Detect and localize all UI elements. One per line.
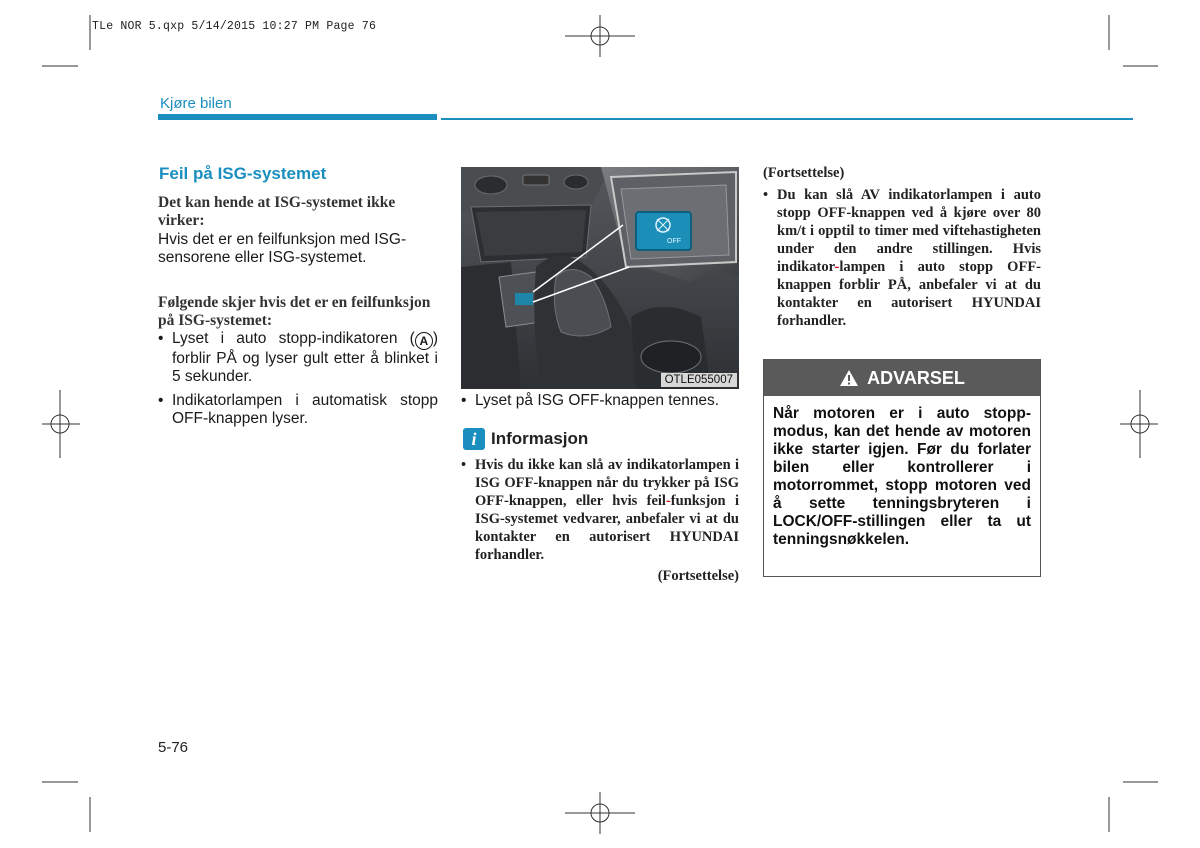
subheading-consequences: Følgende skjer hvis det er en feilfunksjon på ISG-systemet: — [158, 294, 431, 329]
section-rule-line — [441, 118, 1133, 120]
subheading-conditions: Det kan hende at ISG-systemet ikke virker: — [158, 194, 396, 229]
info-text-cont: funksjon i ISG-systemet vedvarer, anbefaler vi at du kontakter en autorisert HYUNDAI forhandler. — [475, 493, 739, 563]
bullet-text: Du kan slå AV indikatorlampen i auto stopp OFF-knappen ved å kjøre over 80 km/t i opptil to timer med viftehastigheten under den andre stillingen. Hvis indikator — [777, 187, 1041, 275]
hyphen: - — [665, 493, 671, 509]
list-item: • Indikatorlampen i automatisk stopp OFF-knappen lyser. — [158, 392, 438, 427]
off-button-label: OFF — [667, 238, 681, 245]
right-column — [763, 164, 1041, 330]
section-heading: Feil på ISG-systemet — [159, 164, 327, 183]
auto-stop-indicator-icon: A — [415, 332, 433, 350]
figure-caption: • Lyset på ISG OFF-knappen tennes. — [461, 392, 739, 410]
list-item: • Lyset i auto stopp-indikatoren ( A ) forblir PÅ og lyser gult etter å blinket i 5 sekunder. — [158, 330, 438, 385]
warning-title: ADVARSEL — [867, 367, 965, 388]
console-photo — [461, 167, 739, 389]
continued-note: (Fortsettelse) — [657, 568, 739, 584]
hyphen: - — [834, 259, 840, 275]
list-item: • Hvis du ikke kan slå av indikatorlampen i ISG OFF-knappen når du trykker på ISG OFF-knappen, eller hvis feil-funksjon i ISG-systemet vedvarer, anbefaler vi at du kontakter en autorisert HYUNDAI forhandler. — [461, 457, 739, 563]
center-console-illustration — [461, 167, 739, 389]
warning-header — [764, 360, 1040, 396]
info-text: Hvis du ikke kan slå av indikatorlampen i ISG OFF-knappen når du trykker på ISG OFF-knappen, eller hvis feil — [475, 457, 739, 509]
middle-column — [461, 392, 739, 585]
bullet-text-cont: lampen i auto stopp OFF-knappen forblir PÅ, anbefaler vi at du kontakter en autorisert HYUNDAI forhandler. — [777, 259, 1041, 329]
caption-text: Lyset på ISG OFF-knappen tennes. — [475, 392, 720, 409]
section-rule-bar — [158, 114, 437, 120]
info-icon: i — [463, 428, 485, 450]
bullet-text: Indikatorlampen i automatisk stopp OFF-knappen lyser. — [172, 392, 438, 427]
warning-triangle-icon — [839, 369, 859, 387]
paragraph-sensor-failure: Hvis det er en feilfunksjon med ISG-sensorene eller ISG-systemet. — [158, 231, 407, 266]
warning-text: Når motoren er i auto stopp-modus, kan det hende av motoren ikke starter igjen. Før du forlater bilen eller kontrollerer i motorrommet, stopp motoren ved å sette tenningsbryteren i LOCK/OFF-stillingen eller ta ut tenningsnøkkelen. — [773, 405, 1031, 548]
warning-box — [763, 359, 1041, 577]
info-header — [463, 428, 739, 450]
page-number: 5-76 — [158, 739, 189, 756]
bullet-text-cont: ) forblir PÅ og lyser gult etter å blinket i 5 sekunder. — [172, 330, 438, 385]
figure-code: OTLE055007 — [661, 373, 737, 387]
left-column — [158, 164, 438, 428]
print-header: TLe NOR 5.qxp 5/14/2015 10:27 PM Page 76 — [92, 20, 377, 33]
list-item: • Du kan slå AV indikatorlampen i auto stopp OFF-knappen ved å kjøre over 80 km/t i opptil to timer med viftehastigheten under den andre stillingen. Hvis indikator-lampen i auto stopp OFF-knappen forblir PÅ, anbefaler vi at du kontakter en autorisert HYUNDAI forhandler. — [763, 187, 1041, 329]
info-title: Informasjon — [491, 429, 589, 448]
continued-note: (Fortsettelse) — [763, 165, 845, 181]
section-label: Kjøre bilen — [160, 95, 232, 112]
bullet-text: Lyset i auto stopp-indikatoren ( — [172, 330, 415, 347]
